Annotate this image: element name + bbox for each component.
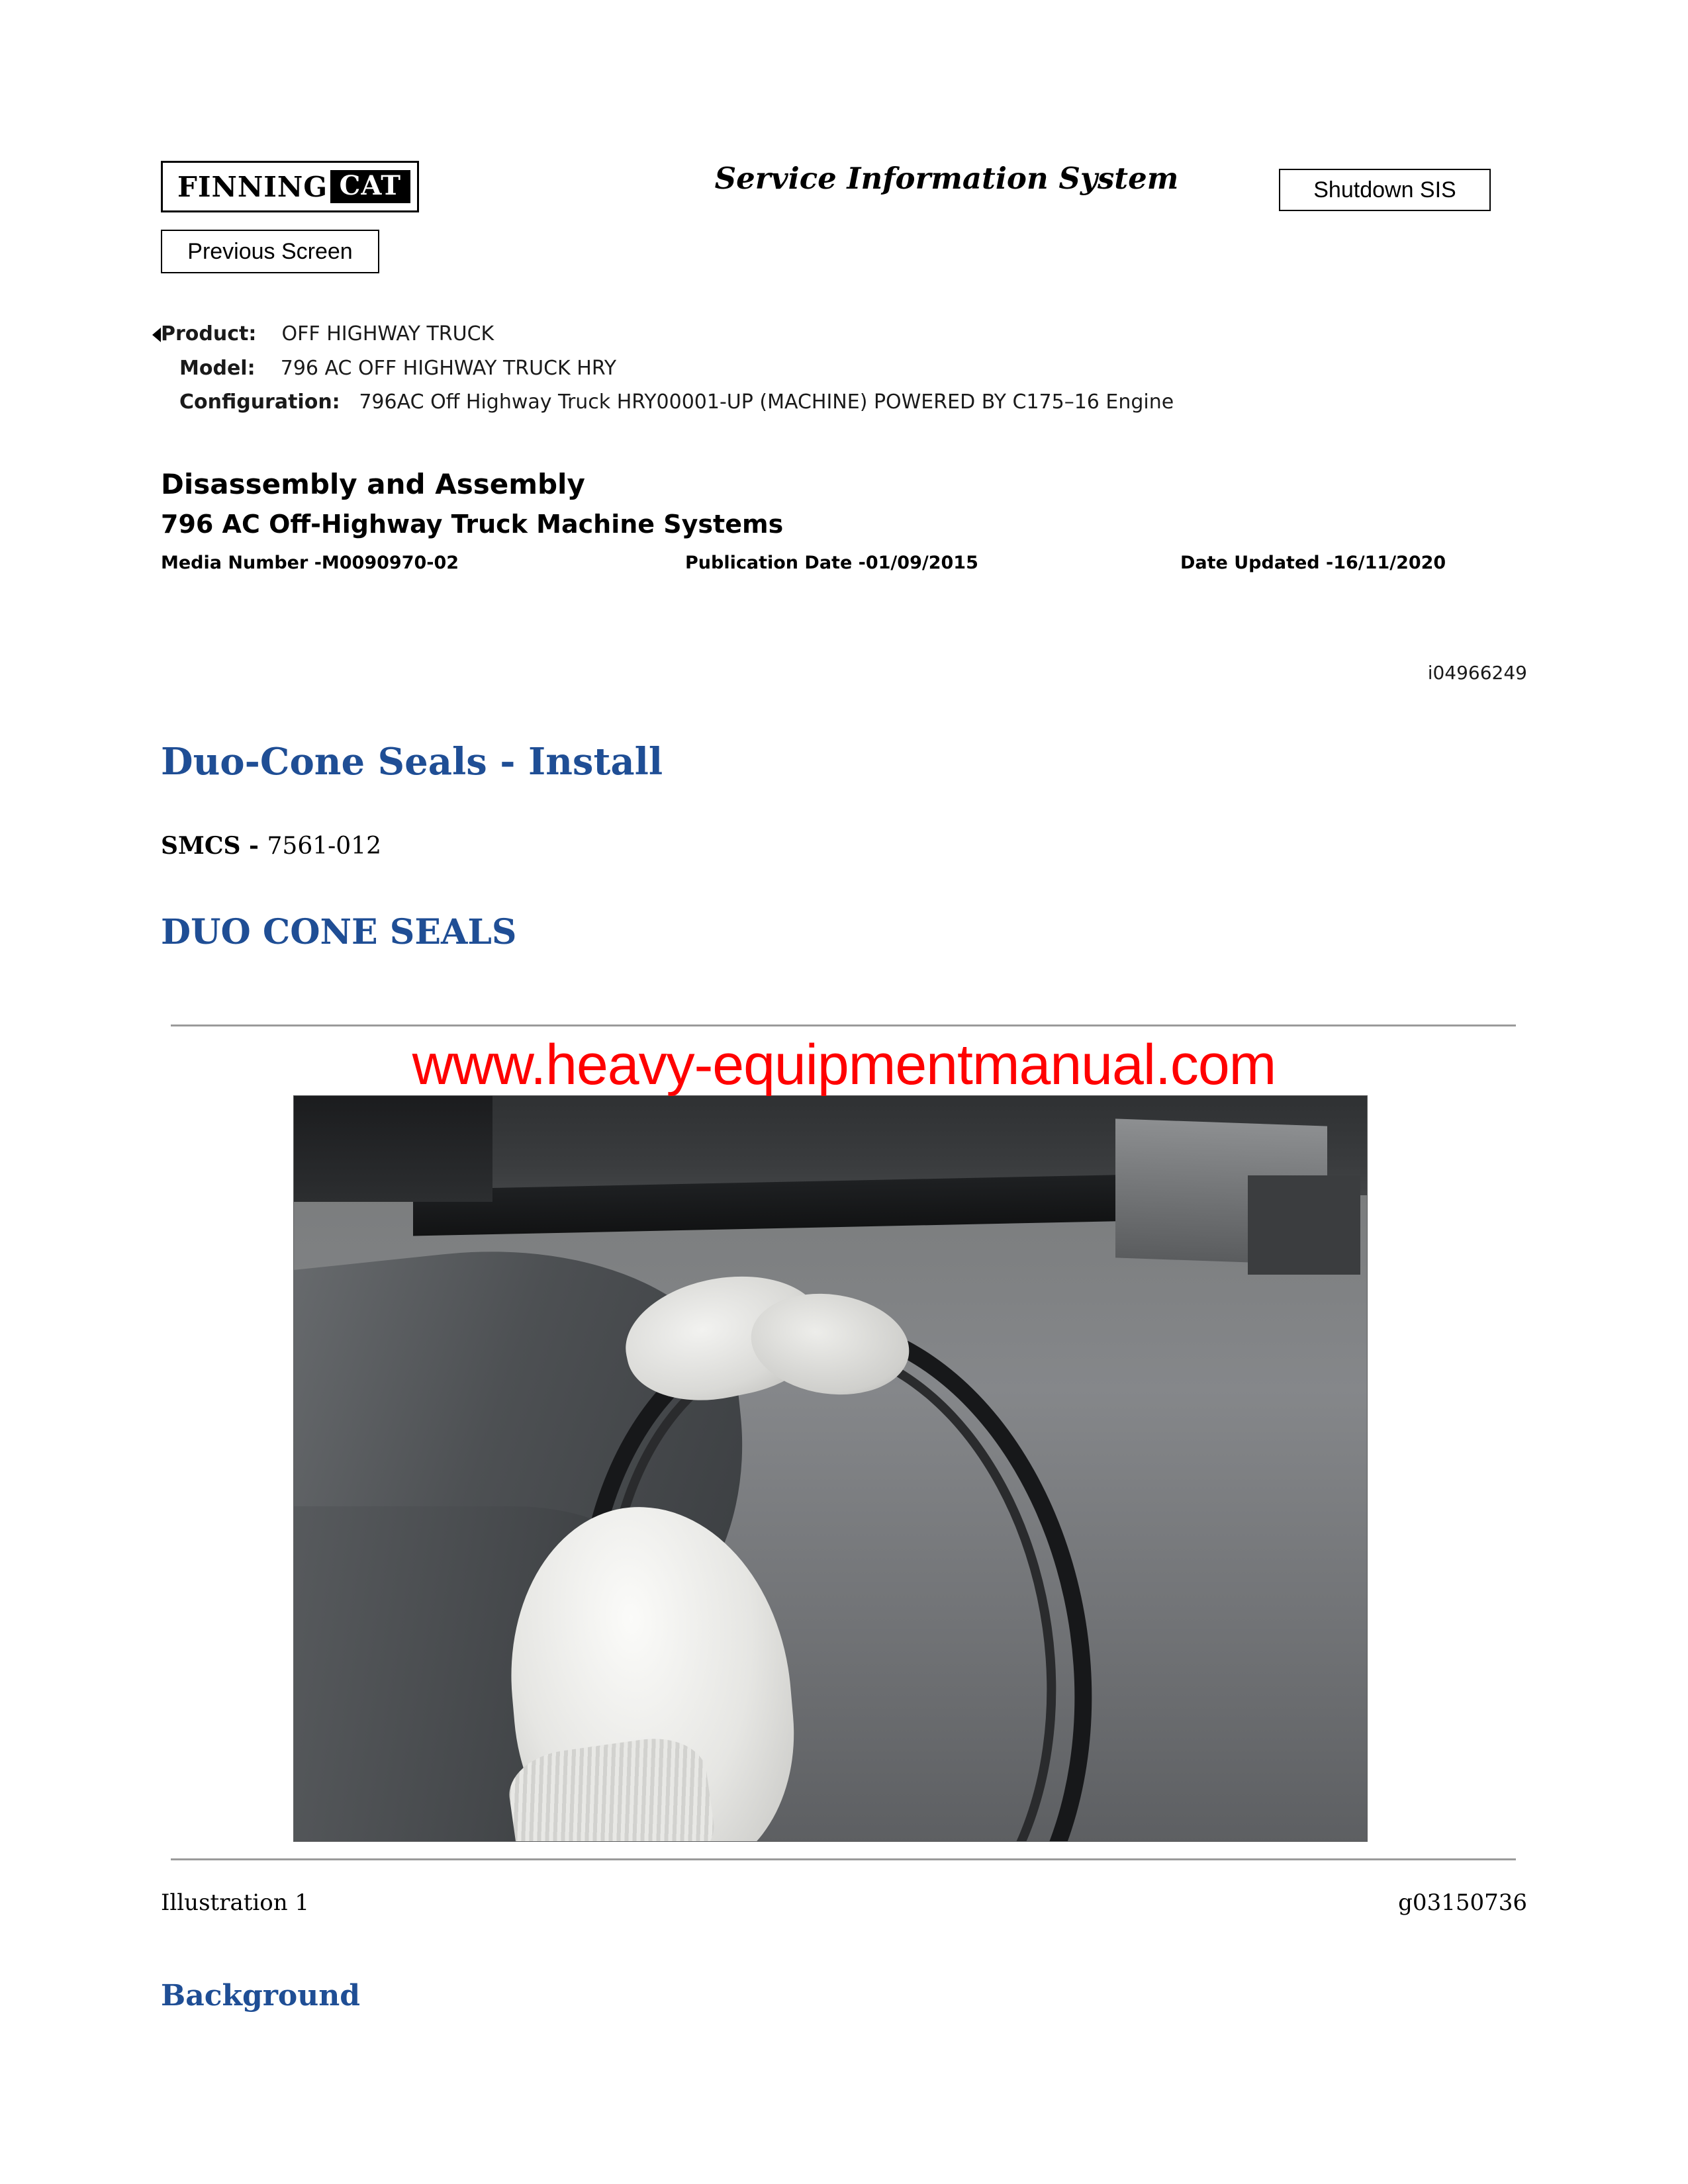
divider-bottom [171,1858,1516,1860]
service-information-system-title: Service Information System [714,161,1179,196]
smcs-value: 7561-012 [267,833,382,860]
illustration-caption: Illustration 1 [161,1889,310,1916]
meta-row-model [161,357,1524,381]
back-arrow-icon[interactable] [152,328,161,342]
background-heading: Background [161,1979,361,2013]
smcs-line [161,832,381,860]
finning-wordmark: FINNING [177,170,328,203]
meta-row-product [161,323,1524,346]
meta-row-configuration [161,391,1524,414]
section-heading: DUO CONE SEALS [161,912,517,952]
configuration-value: 796AC Off Highway Truck HRY00001-UP (MACHINE) POWERED BY C175–16 Engine [359,390,1174,414]
document-title: Disassembly and Assembly [161,468,585,500]
photo-dark-left [294,1096,492,1202]
illustration-image [293,1095,1368,1842]
smcs-label: SMCS - [161,832,267,860]
document-id: i04966249 [1427,662,1527,684]
document-subtitle: 796 AC Off-Highway Truck Machine Systems [161,510,784,539]
shutdown-sis-button[interactable]: Shutdown SIS [1279,169,1491,211]
document-meta [161,323,1524,426]
media-number: Media Number -M0090970-02 [161,553,459,573]
model-value: 796 AC OFF HIGHWAY TRUCK HRY [280,356,617,380]
content-heading: Duo-Cone Seals - Install [161,740,663,784]
photo-machine-right-detail [1248,1175,1360,1275]
model-label: Model: [179,356,256,380]
illustration-id: g03150736 [1398,1889,1527,1916]
publication-date: Publication Date -01/09/2015 [685,553,978,573]
configuration-label: Configuration: [179,390,340,414]
page-header [0,0,1688,291]
date-updated: Date Updated -16/11/2020 [1180,553,1446,573]
product-label: Product: [161,322,257,345]
divider-top [171,1024,1516,1026]
finning-cat-logo [161,161,419,212]
cat-wordmark: CAT [330,170,410,203]
previous-screen-button[interactable]: Previous Screen [161,230,379,273]
product-value: OFF HIGHWAY TRUCK [281,322,494,345]
watermark-text: www.heavy-equipmentmanual.com [412,1033,1276,1097]
